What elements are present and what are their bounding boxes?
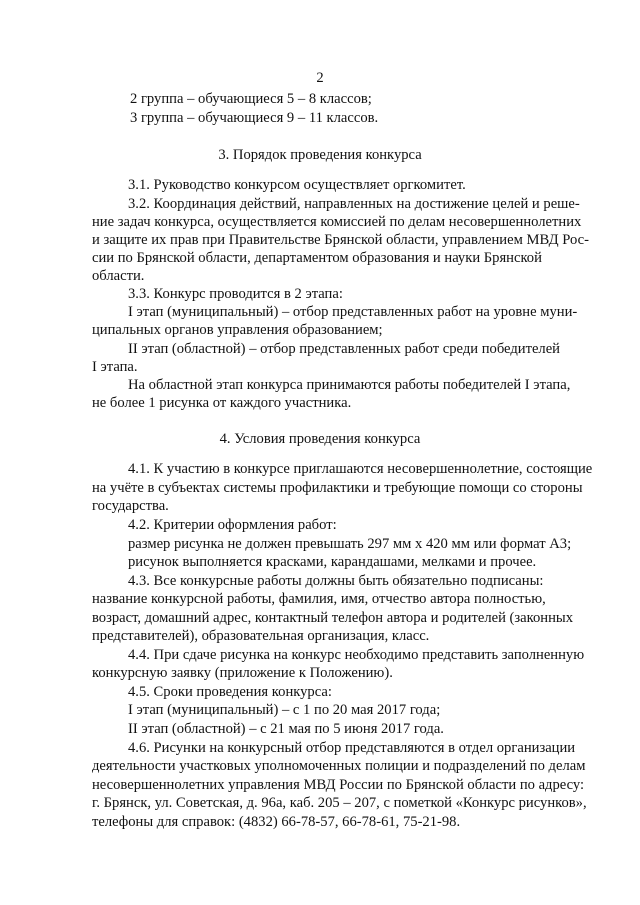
paragraph-line: представителей), образовательная организация, класс. <box>92 628 430 644</box>
paragraph-line: деятельности участковых уполномоченных полиции и подразделений по делам <box>92 758 586 774</box>
paragraph-line: возраст, домашний адрес, контактный телефон автора и родителей (законных <box>92 610 574 626</box>
paragraph-line: размер рисунка не должен превышать 297 мм х 420 мм или формат А3; <box>128 536 572 552</box>
paragraph-line: название конкурсной работы, фамилия, имя, отчество автора полностью, <box>92 591 546 607</box>
page-number: 2 <box>316 70 324 86</box>
paragraph-line: государства. <box>92 498 169 514</box>
paragraph-line: I этап (муниципальный) – с 1 по 20 мая 2017 года; <box>128 702 441 718</box>
paragraph-line: на учёте в субъектах системы профилактики и требующие помощи со стороны <box>92 480 583 496</box>
section-3-heading: 3. Порядок проведения конкурса <box>218 147 422 163</box>
paragraph-line: сии по Брянской области, департаментом образования и науки Брянской <box>92 250 542 266</box>
group-line: 2 группа – обучающиеся 5 – 8 классов; <box>130 91 372 107</box>
paragraph-line: несовершеннолетних управления МВД России по Брянской области по адресу: <box>92 777 585 793</box>
section-4-heading: 4. Условия проведения конкурса <box>219 431 421 447</box>
paragraph-line: ние задач конкурса, осуществляется комиссией по делам несовершеннолетних <box>92 214 582 230</box>
paragraph-line: не более 1 рисунка от каждого участника. <box>92 395 352 411</box>
paragraph-line: 4.1. К участию в конкурсе приглашаются несовершеннолетние, состоящие <box>128 461 593 477</box>
paragraph-line: ципальных органов управления образованием; <box>92 322 383 338</box>
paragraph-line: 4.6. Рисунки на конкурсный отбор представляются в отдел организации <box>128 740 576 756</box>
paragraph-line: и защите их прав при Правительстве Брянской области, управлением МВД Рос- <box>92 232 589 248</box>
paragraph-line: г. Брянск, ул. Советская, д. 96а, каб. 205 – 207, с пометкой «Конкурс рисунков», <box>92 795 587 811</box>
paragraph-line: I этап (муниципальный) – отбор представленных работ на уровне муни- <box>128 304 578 320</box>
paragraph-line: рисунок выполняется красками, карандашами, мелками и прочее. <box>128 554 537 570</box>
paragraph-line: I этапа. <box>92 359 138 375</box>
paragraph-line: 3.1. Руководство конкурсом осуществляет оргкомитет. <box>128 177 466 193</box>
paragraph-line: конкурсную заявку (приложение к Положению). <box>92 665 393 681</box>
paragraph-line: На областной этап конкурса принимаются работы победителей I этапа, <box>128 377 571 393</box>
paragraph-line: II этап (областной) – отбор представленных работ среди победителей <box>128 341 560 357</box>
group-line: 3 группа – обучающиеся 9 – 11 классов. <box>130 110 379 126</box>
paragraph-line: области. <box>92 268 145 284</box>
paragraph-line: 4.5. Сроки проведения конкурса: <box>128 684 332 700</box>
paragraph-line: 4.3. Все конкурсные работы должны быть обязательно подписаны: <box>128 573 544 589</box>
paragraph-line: 4.2. Критерии оформления работ: <box>128 517 337 533</box>
paragraph-line: 4.4. При сдаче рисунка на конкурс необходимо представить заполненную <box>128 647 585 663</box>
paragraph-line: 3.2. Координация действий, направленных на достижение целей и реше- <box>128 196 580 212</box>
paragraph-line: II этап (областной) – с 21 мая по 5 июня 2017 года. <box>128 721 444 737</box>
paragraph-line: телефоны для справок: (4832) 66-78-57, 66-78-61, 75-21-98. <box>92 814 461 830</box>
paragraph-line: 3.3. Конкурс проводится в 2 этапа: <box>128 286 343 302</box>
